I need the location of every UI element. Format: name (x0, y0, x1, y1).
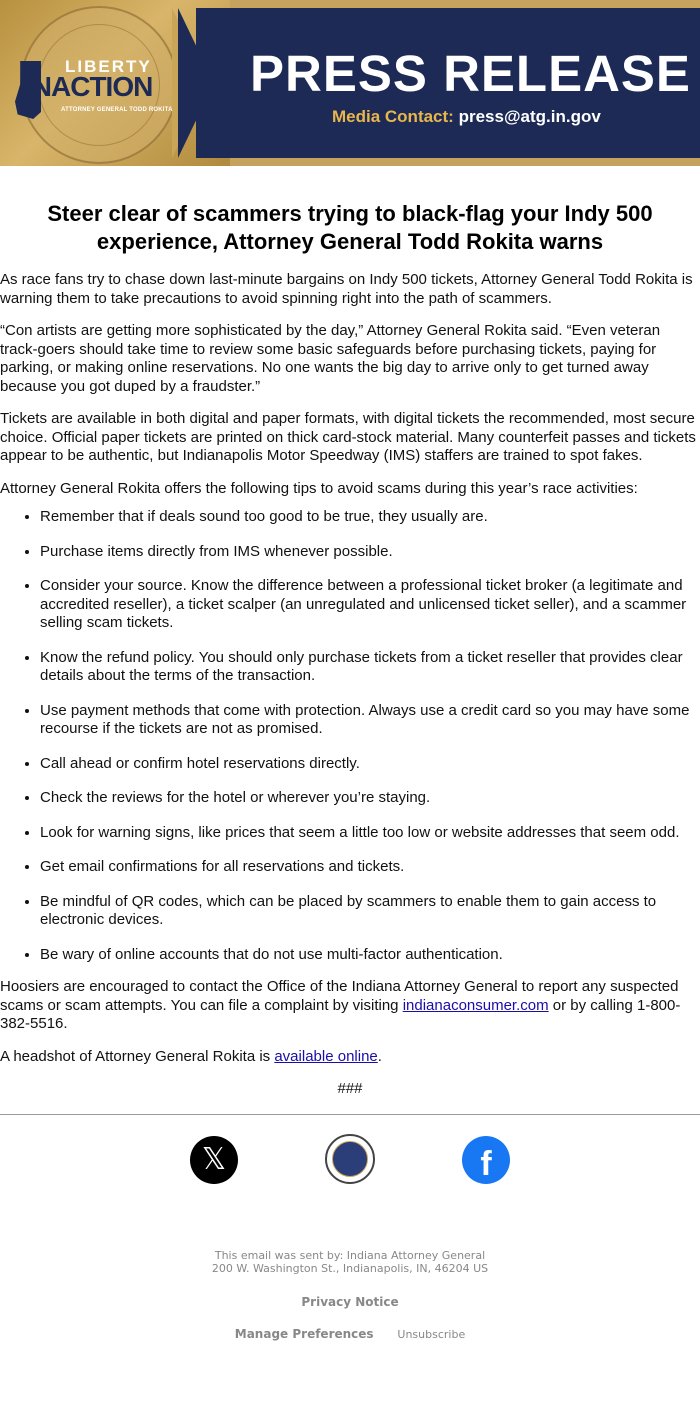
article-paragraph: Tickets are available in both digital and paper formats, with digital tickets the recommended, most secure choice. Official paper tickets are printed on thick card-stock material. Many counterfeit passes and tickets appear to be authentic, but Indianapolis Motor Speedway (IMS) staffers are trained to spot fakes. (0, 410, 696, 464)
press-release-banner (0, 0, 700, 166)
tips-intro-paragraph: Attorney General Rokita offers the following tips to avoid scams during this year’s race activities: (0, 479, 638, 497)
sender-address: 200 W. Washington St., Indianapolis, IN, 46204 US (211, 1262, 489, 1275)
manage-preferences-link[interactable]: Manage Preferences (234, 1327, 374, 1341)
liberty-in-action-logo (15, 55, 185, 125)
tip-item: • Know the refund policy. You should only purchase tickets from a ticket reseller that provides clear details about the terms of the transaction. (40, 649, 700, 686)
logo-subtitle: ATTORNEY GENERAL TODD ROKITA (61, 107, 173, 113)
tip-item: • Purchase items directly from IMS whenever possible. (40, 543, 700, 562)
report-text: Hoosiers are encouraged to contact the Office of the Indiana Attorney General to report any suspected scams or scam attempts. You can file a complaint by visiting (0, 978, 679, 1014)
tip-item: • Use payment methods that come with protection. Always use a credit card so you may have some recourse if the tickets are not as promised. (40, 702, 700, 739)
report-text-end: or by calling 1-800-382-5516. (0, 996, 681, 1032)
sent-by-text: This email was sent by: Indiana Attorney General (214, 1249, 486, 1262)
media-contact-email[interactable]: press@atg.in.gov (458, 107, 601, 126)
tip-item: • Remember that if deals sound too good to be true, they usually are. (40, 508, 700, 527)
tip-item: • Consider your source. Know the difference between a professional ticket broker (a legitimate and accredited reseller), a ticket scalper (an unregulated and unlicensed ticket seller), and a scammer selling scam tickets. (40, 577, 700, 633)
facebook-icon[interactable]: f (462, 1136, 510, 1184)
privacy-notice-link[interactable]: Privacy Notice (301, 1295, 399, 1309)
logo-inaction-text: INACTION (25, 71, 153, 102)
tip-item: • Call ahead or confirm hotel reservations directly. (40, 755, 700, 774)
tip-item: • Be wary of online accounts that do not use multi-factor authentication. (40, 946, 700, 965)
tip-item: • Look for warning signs, like prices that seem a little too low or website addresses that seem odd. (40, 824, 700, 843)
media-contact-label: Media Contact: (332, 107, 454, 126)
state-seal-inner (332, 1141, 368, 1177)
headshot-paragraph (0, 1048, 700, 1067)
unsubscribe-link[interactable]: Unsubscribe (397, 1328, 466, 1341)
headshot-text: A headshot of Attorney General Rokita is (0, 1047, 275, 1065)
indianaconsumer-link[interactable]: indianaconsumer.com (402, 996, 549, 1014)
article (0, 200, 700, 1115)
media-contact (332, 107, 601, 127)
social-links (0, 1115, 700, 1205)
article-paragraph: As race fans try to chase down last-minute bargains on Indy 500 tickets, Attorney General Todd Rokita is warning them to take precautions to avoid spinning right into the path of scammers. (0, 271, 693, 307)
footer-links (0, 1327, 700, 1341)
logo-liberty-text: LIBERTY (65, 57, 152, 76)
tip-item: • Be mindful of QR codes, which can be placed by scammers to enable them to gain access to electronic devices. (40, 893, 700, 930)
headshot-text-end: . (377, 1047, 382, 1065)
report-scams-paragraph (0, 978, 700, 1034)
tips-list (0, 508, 700, 964)
end-of-release-mark: ### (337, 1080, 363, 1097)
tip-item: • Get email confirmations for all reservations and tickets. (40, 858, 700, 877)
email-footer (0, 1249, 700, 1341)
x-icon[interactable]: 𝕏 (190, 1136, 238, 1184)
state-seal-icon[interactable] (325, 1134, 375, 1184)
banner-title: PRESS RELEASE (250, 45, 691, 102)
headshot-available-online-link[interactable]: available online (274, 1047, 378, 1065)
tip-item: • Check the reviews for the hotel or wherever you’re staying. (40, 789, 700, 808)
article-quote-paragraph: “Con artists are getting more sophisticated by the day,” Attorney General Rokita said. “Even veteran track-goers should take time to review some basic safeguards before purchasing tickets, paying for parking, or making online reservations. No one wants the big day to arrive only to get turned away because you got duped by a fraudster.” (0, 322, 661, 395)
article-headline: Steer clear of scammers trying to black-flag your Indy 500 experience, Attorney General Todd Rokita warns (47, 201, 653, 254)
